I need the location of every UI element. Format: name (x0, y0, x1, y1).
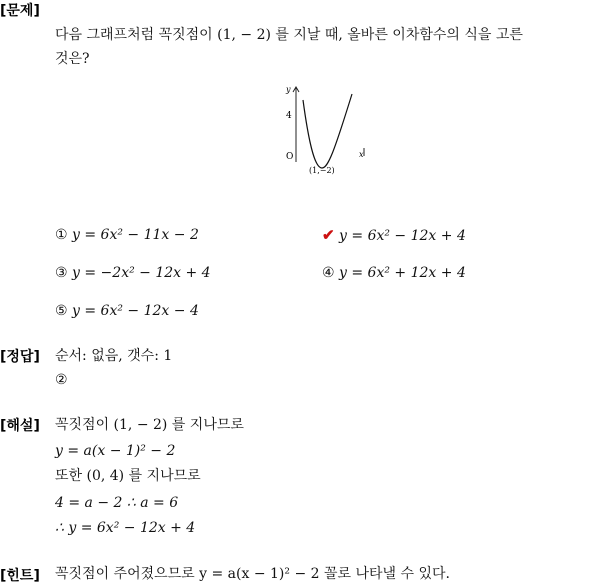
parabola-graph (282, 82, 372, 178)
choice-expression: y = 6x² + 12x + 4 (339, 265, 466, 281)
y-axis-label: y (286, 85, 291, 94)
hint-text: 꼭짓점이 주어졌으므로 y = a(x − 1)² − 2 꼴로 나타낼 수 있다. (55, 566, 450, 582)
choice-number: ⑤ (55, 303, 68, 319)
explanation-line4: 4 = a − 2 ∴ a = 6 (55, 495, 179, 511)
choice-expression: y = 6x² − 12x − 4 (72, 303, 199, 319)
vertex-label: (1,−2) (309, 166, 335, 175)
explanation-line2: y = a(x − 1)² − 2 (55, 443, 176, 459)
choice-1[interactable] (55, 226, 199, 244)
explanation-label: [해설] (0, 418, 40, 434)
answer-line2: ② (55, 372, 68, 388)
choice-2[interactable] (322, 226, 466, 245)
answer-line1: 순서: 없음, 갯수: 1 (55, 348, 173, 364)
choice-number: ① (55, 227, 68, 243)
x-axis-label: x (359, 150, 364, 159)
parabola-curve (303, 94, 352, 168)
problem-text-line1: 다음 그래프처럼 꼭짓점이 (1, − 2) 를 지날 때, 올바른 이차함수의 식을 고른 (55, 27, 523, 43)
hint-label: [힌트] (0, 568, 40, 584)
problem-text-line2: 것은? (55, 51, 90, 67)
choice-number: ④ (322, 265, 335, 281)
choice-expression: y = 6x² − 12x + 4 (339, 228, 466, 244)
choice-expression: y = 6x² − 11x − 2 (72, 227, 199, 243)
explanation-line3: 또한 (0, 4) 를 지나므로 (55, 468, 201, 484)
explanation-line1: 꼭짓점이 (1, − 2) 를 지나므로 (55, 417, 244, 433)
checkmark-icon: ✔ (322, 226, 335, 244)
choice-3[interactable] (55, 264, 211, 282)
y-tick-label: 4 (286, 111, 292, 121)
answer-label: [정답] (0, 349, 40, 365)
problem-label: [문제] (0, 3, 40, 19)
choice-expression: y = −2x² − 12x + 4 (72, 265, 211, 281)
choice-4[interactable] (322, 264, 466, 282)
choice-number: ③ (55, 265, 68, 281)
explanation-line5: ∴ y = 6x² − 12x + 4 (55, 520, 196, 536)
choice-5[interactable] (55, 302, 199, 320)
origin-label: O (286, 152, 294, 162)
